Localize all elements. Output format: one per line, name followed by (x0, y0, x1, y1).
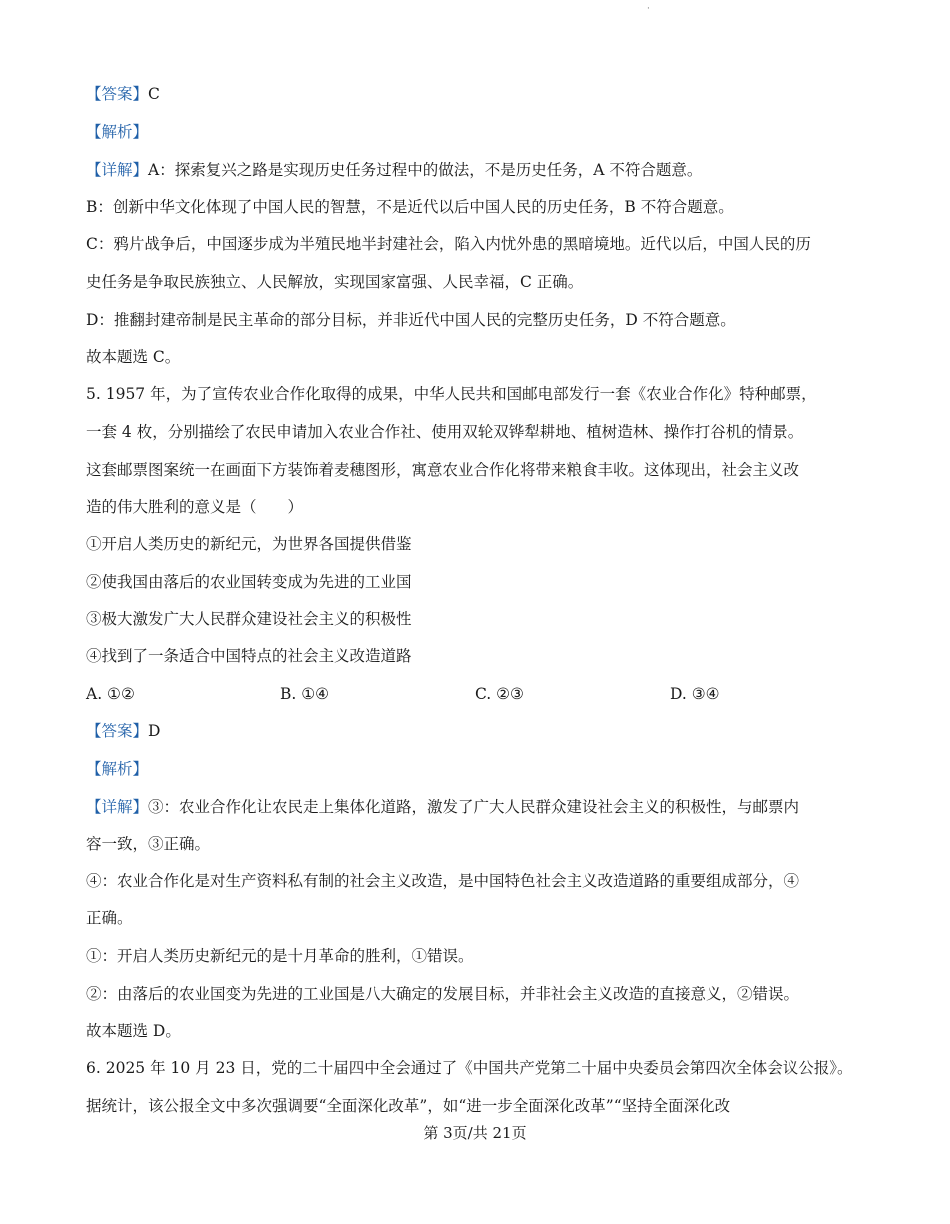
page-number: 第 3页/共 21页 (423, 1124, 527, 1142)
q6-stem-line: 据统计，该公报全文中多次强调要“全面深化改革”，如“进一步全面深化改革”“坚持全面深化改 (86, 1097, 731, 1115)
q5-detail-line: ④：农业合作化是对生产资料私有制的社会主义改造，是中国特色社会主义改造道路的重要组成部分，④ (86, 872, 800, 890)
q5-answer-line (86, 721, 876, 741)
q5-statement: ②使我国由落后的农业国转变成为先进的工业国 (86, 573, 412, 591)
analysis-tag: 【解析】 (86, 123, 149, 141)
option-d: D. ③④ (670, 685, 720, 703)
answer-tag: 【答案】 (86, 722, 149, 740)
detail-tag: 【详解】 (86, 798, 149, 816)
q5-stem-line: 造的伟大胜利的意义是（ ） (86, 498, 304, 516)
q5-detail-line: 正确。 (86, 909, 133, 927)
q5-detail-line: ②：由落后的农业国变为先进的工业国是八大确定的发展目标，并非社会主义改造的直接意义，②错误。 (86, 985, 800, 1003)
q4-analysis-heading (86, 122, 876, 142)
q5-detail-line: ①：开启人类历史新纪元的是十月革命的胜利，①错误。 (86, 947, 474, 965)
q5-answer-value: D (148, 722, 161, 740)
q4-answer-line (86, 84, 876, 104)
analysis-tag: 【解析】 (86, 760, 149, 778)
q5-conclusion: 故本题选 D。 (86, 1022, 181, 1040)
q5-analysis-heading (86, 759, 876, 779)
q4-detail-line: D：推翻封建帝制是民主革命的部分目标，并非近代中国人民的完整历史任务，D 不符合题意。 (86, 311, 736, 329)
q4-detail-line: 史任务是争取民族独立、人民解放，实现国家富强、人民幸福，C 正确。 (86, 273, 584, 291)
q4-detail-line: B：创新中华文化体现了中国人民的智慧，不是近代以后中国人民的历史任务，B 不符合题意。 (86, 198, 734, 216)
option-b: B. ①④ (280, 685, 330, 703)
q5-detail-line: 容一致，③正确。 (86, 835, 211, 853)
q5-detail-line: 【详解】③：农业合作化让农民走上集体化道路，激发了广大人民群众建设社会主义的积极性，与邮票内 (86, 798, 800, 816)
q5-stem-line: 这套邮票图案统一在画面下方装饰着麦穗图形，寓意农业合作化将带来粮食丰收。这体现出，社会主义改 (86, 461, 800, 479)
option-a: A. ①② (86, 685, 135, 703)
q4-conclusion: 故本题选 C。 (86, 348, 181, 366)
q5-statement: ①开启人类历史的新纪元，为世界各国提供借鉴 (86, 535, 412, 553)
q5-stem-line: 一套 4 枚，分别描绘了农民申请加入农业合作社、使用双轮双铧犁耕地、植树造林、操作打谷机的情景。 (86, 423, 804, 441)
answer-tag: 【答案】 (86, 85, 149, 103)
option-c: C. ②③ (475, 685, 524, 703)
q5-stem-line: 5. 1957 年，为了宣传农业合作化取得的成果，中华人民共和国邮电部发行一套《农业合作化》特种邮票， (86, 385, 817, 403)
q4-answer-value: C (148, 85, 160, 103)
q4-detail-line: 【详解】A：探索复兴之路是实现历史任务过程中的做法，不是历史任务，A 不符合题意。 (86, 161, 703, 179)
q5-statement: ④找到了一条适合中国特点的社会主义改造道路 (86, 647, 412, 665)
detail-tag: 【详解】 (86, 161, 149, 179)
q4-detail-line: C：鸦片战争后，中国逐步成为半殖民地半封建社会，陷入内忧外患的黑暗境地。近代以后，中国人民的历 (86, 235, 811, 253)
q5-statement: ③极大激发广大人民群众建设社会主义的积极性 (86, 610, 412, 628)
q6-stem-line: 6. 2025 年 10 月 23 日，党的二十届四中全会通过了《中国共产党第二十届中央委员会第四次全体会议公报》。 (86, 1059, 853, 1077)
header-mark: · (647, 4, 650, 14)
